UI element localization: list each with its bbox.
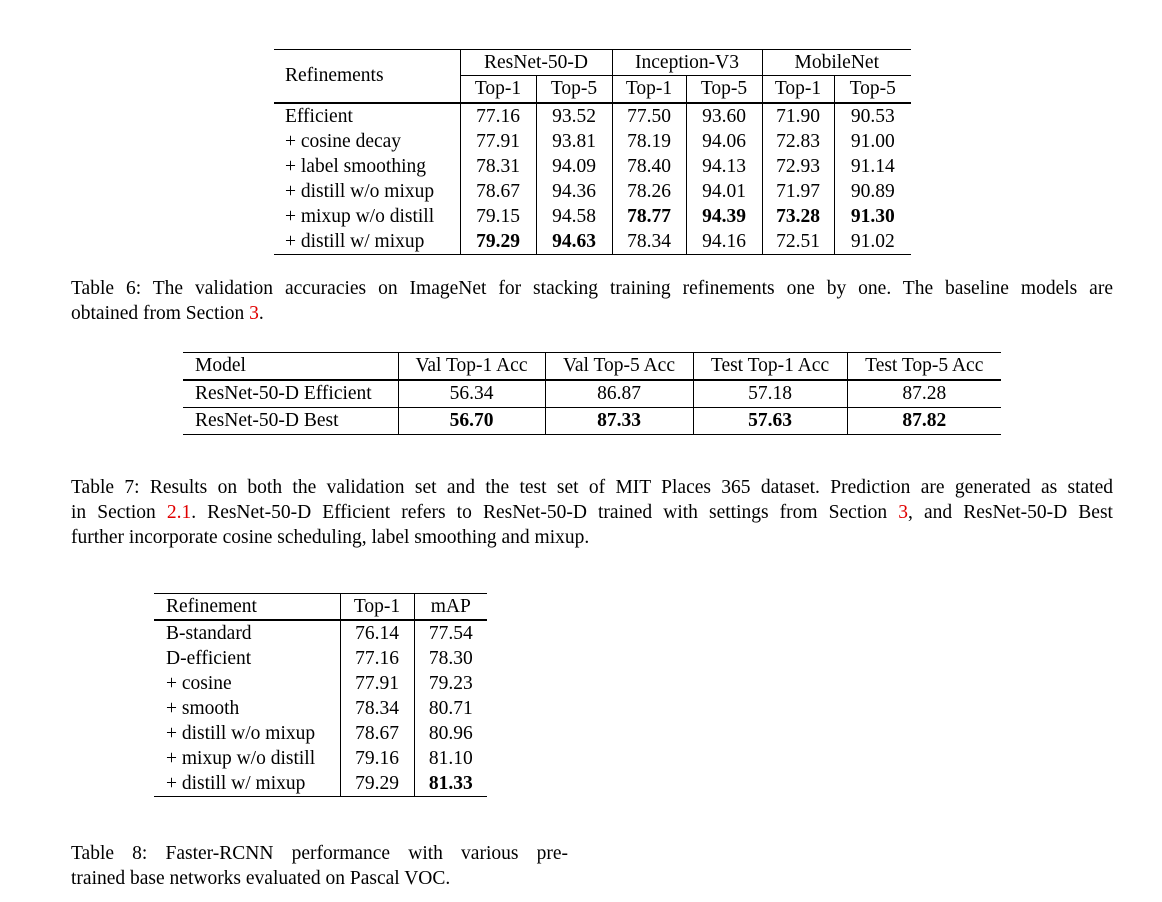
table-row bbox=[154, 721, 487, 746]
cell: 78.30 bbox=[428, 647, 473, 669]
row-label: ResNet-50-D Best bbox=[183, 408, 398, 435]
cell-best: 91.30 bbox=[850, 205, 895, 227]
caption-line: further incorporate cosine scheduling, label smoothing and mixup. bbox=[71, 527, 590, 548]
table6-subheader: Top-5 bbox=[536, 76, 612, 104]
cell: 78.31 bbox=[460, 154, 536, 179]
cell: 80.71 bbox=[428, 697, 473, 719]
table-row bbox=[154, 771, 487, 797]
caption-line: trained base networks evaluated on Pascal VOC. bbox=[71, 868, 451, 889]
table-row bbox=[274, 229, 911, 255]
cell-best: 79.29 bbox=[460, 229, 536, 255]
cell: 79.16 bbox=[340, 746, 414, 771]
table6-header-refinements: Refinements bbox=[274, 50, 460, 104]
cell: 78.67 bbox=[340, 721, 414, 746]
table7-caption bbox=[71, 475, 1113, 550]
cell: 91.14 bbox=[850, 155, 895, 177]
table-6 bbox=[274, 49, 911, 255]
caption-text: . ResNet-50-D Efficient refers to ResNet-50-D trained with settings from Section bbox=[191, 502, 899, 523]
table6-subheader: Top-1 bbox=[460, 76, 536, 104]
table-row bbox=[154, 696, 487, 721]
table8-header: Refinement bbox=[154, 594, 340, 621]
cell: 71.97 bbox=[762, 179, 834, 204]
cell: 77.91 bbox=[460, 129, 536, 154]
table8-caption bbox=[71, 841, 568, 891]
cell: 80.96 bbox=[428, 722, 473, 744]
cell: 94.06 bbox=[686, 129, 762, 154]
cell: 91.00 bbox=[850, 130, 895, 152]
section-link[interactable]: 2.1 bbox=[166, 502, 192, 523]
caption-line bbox=[71, 500, 1113, 525]
table-row bbox=[274, 129, 911, 154]
cell: 91.02 bbox=[834, 229, 911, 255]
row-label: + cosine bbox=[154, 671, 340, 696]
cell: 79.23 bbox=[428, 672, 473, 694]
cell: 77.91 bbox=[340, 671, 414, 696]
cell: 78.19 bbox=[612, 129, 686, 154]
row-label: Efficient bbox=[274, 103, 460, 129]
caption-line: Table 7: Results on both the validation set and the test set of MIT Places 365 dataset. Prediction are generated as stated bbox=[71, 477, 1113, 498]
cell: 94.09 bbox=[536, 154, 612, 179]
cell: 77.16 bbox=[340, 646, 414, 671]
row-label: + cosine decay bbox=[274, 129, 460, 154]
table6-subheader: Top-1 bbox=[612, 76, 686, 104]
cell: 72.83 bbox=[762, 129, 834, 154]
table-row bbox=[154, 746, 487, 771]
table-row bbox=[274, 179, 911, 204]
row-label: + mixup w/o distill bbox=[154, 746, 340, 771]
cell: 78.67 bbox=[460, 179, 536, 204]
cell: 93.60 bbox=[686, 103, 762, 129]
cell: 94.58 bbox=[536, 204, 612, 229]
cell: 90.89 bbox=[850, 180, 895, 202]
cell: 87.28 bbox=[847, 380, 1001, 408]
table-row bbox=[183, 380, 1001, 408]
row-label: + mixup w/o distill bbox=[274, 204, 460, 229]
table-row bbox=[183, 408, 1001, 435]
cell: 86.87 bbox=[545, 380, 693, 408]
cell: 94.13 bbox=[686, 154, 762, 179]
row-label: + distill w/ mixup bbox=[274, 229, 460, 255]
section-link[interactable]: 3 bbox=[898, 502, 909, 523]
cell: 72.51 bbox=[762, 229, 834, 255]
cell: 93.52 bbox=[536, 103, 612, 129]
row-label: + smooth bbox=[154, 696, 340, 721]
table-row bbox=[274, 154, 911, 179]
cell: 57.18 bbox=[693, 380, 847, 408]
cell: 93.81 bbox=[536, 129, 612, 154]
cell-best: 78.77 bbox=[612, 204, 686, 229]
cell: 79.29 bbox=[340, 771, 414, 797]
table6-caption bbox=[71, 276, 1113, 326]
table7-header: Test Top-1 Acc bbox=[693, 353, 847, 381]
caption-text: obtained from Section bbox=[71, 303, 250, 324]
table6-group-resnet: ResNet-50-D bbox=[460, 50, 612, 76]
row-label: ResNet-50-D Efficient bbox=[183, 380, 398, 408]
table-row bbox=[154, 620, 487, 646]
cell: 78.40 bbox=[612, 154, 686, 179]
row-label: B-standard bbox=[154, 620, 340, 646]
table6-subheader: Top-1 bbox=[762, 76, 834, 104]
caption-line: Table 8: Faster-RCNN performance with various pre- bbox=[71, 843, 568, 864]
cell-best: 81.33 bbox=[414, 771, 487, 797]
cell-best: 57.63 bbox=[693, 408, 847, 435]
table-row bbox=[274, 103, 911, 129]
cell: 71.90 bbox=[762, 103, 834, 129]
caption-line: Table 6: The validation accuracies on ImageNet for stacking training refinements one by one. The baseline models are bbox=[71, 278, 1113, 299]
row-label: + distill w/o mixup bbox=[274, 179, 460, 204]
cell: 72.93 bbox=[762, 154, 834, 179]
cell: 94.16 bbox=[686, 229, 762, 255]
cell: 90.53 bbox=[834, 103, 911, 129]
table6-group-mobilenet: MobileNet bbox=[762, 50, 911, 76]
table-row bbox=[154, 646, 487, 671]
table7-header: Val Top-5 Acc bbox=[545, 353, 693, 381]
table7-header: Test Top-5 Acc bbox=[847, 353, 1001, 381]
table-8 bbox=[154, 593, 487, 797]
table6-subheader: Top-5 bbox=[849, 78, 896, 100]
table8-header: Top-1 bbox=[340, 594, 414, 621]
table7-header: Val Top-1 Acc bbox=[398, 353, 545, 381]
table6-subheader: Top-5 bbox=[686, 76, 762, 104]
table8-header: mAP bbox=[414, 594, 487, 621]
table6-group-inception: Inception-V3 bbox=[612, 50, 762, 76]
table7-header: Model bbox=[183, 353, 398, 381]
cell-best: 73.28 bbox=[762, 204, 834, 229]
cell: 77.50 bbox=[612, 103, 686, 129]
cell-best: 94.39 bbox=[686, 204, 762, 229]
cell: 78.34 bbox=[612, 229, 686, 255]
table-row bbox=[154, 671, 487, 696]
caption-line bbox=[71, 301, 1113, 326]
cell: 78.26 bbox=[612, 179, 686, 204]
caption-text: . bbox=[258, 303, 264, 324]
table-7 bbox=[183, 352, 1001, 435]
cell: 79.15 bbox=[460, 204, 536, 229]
cell: 76.14 bbox=[340, 620, 414, 646]
caption-text: in Section bbox=[71, 502, 167, 523]
cell: 77.54 bbox=[414, 620, 487, 646]
cell-best: 87.82 bbox=[847, 408, 1001, 435]
section-link[interactable]: 3 bbox=[249, 303, 259, 324]
cell: 94.01 bbox=[686, 179, 762, 204]
cell-best: 87.33 bbox=[545, 408, 693, 435]
cell-best: 94.63 bbox=[536, 229, 612, 255]
row-label: + distill w/ mixup bbox=[154, 771, 340, 797]
cell: 56.34 bbox=[398, 380, 545, 408]
table-row bbox=[274, 204, 911, 229]
row-label: + label smoothing bbox=[274, 154, 460, 179]
row-label: + distill w/o mixup bbox=[154, 721, 340, 746]
cell: 78.34 bbox=[340, 696, 414, 721]
cell: 77.16 bbox=[460, 103, 536, 129]
caption-text: , and ResNet-50-D Best bbox=[908, 502, 1113, 523]
cell: 81.10 bbox=[428, 747, 473, 769]
cell: 94.36 bbox=[536, 179, 612, 204]
cell-best: 56.70 bbox=[398, 408, 545, 435]
row-label: D-efficient bbox=[154, 646, 340, 671]
